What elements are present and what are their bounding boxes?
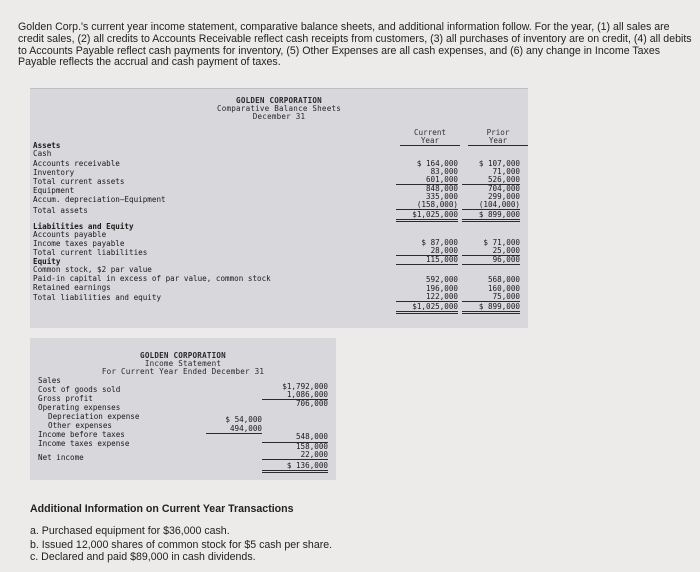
- sales-value: $1,792,000: [282, 382, 328, 391]
- row-prior: (104,000): [462, 201, 520, 210]
- cogs-value: 1,086,000: [262, 391, 328, 400]
- row-prior: $ 71,000: [483, 238, 520, 247]
- row-label: Total current assets: [33, 177, 125, 186]
- row-label: Accounts receivable: [33, 159, 120, 168]
- row-label: Total assets: [33, 206, 88, 215]
- additional-item-b: b. Issued 12,000 shares of common stock for $5 cash per share.: [30, 539, 333, 551]
- row-prior: 75,000: [462, 293, 520, 302]
- sales-label: Sales: [38, 376, 61, 385]
- row-label: Equipment: [33, 186, 75, 195]
- balance-sheet: [30, 88, 528, 328]
- row-prior: $ 899,000: [462, 303, 520, 314]
- row-prior: 71,000: [492, 167, 520, 176]
- depreciation-label: Depreciation expense: [48, 412, 140, 421]
- liabilities-heading: Liabilities and Equity: [33, 222, 134, 231]
- bs-title-company: GOLDEN CORPORATION: [236, 96, 322, 105]
- income-taxes-value: 22,000: [262, 451, 328, 460]
- row-current: 335,000: [425, 192, 458, 201]
- income-before-taxes-value: 158,000: [262, 442, 328, 451]
- row-current: $ 164,000: [416, 159, 458, 168]
- is-title-statement: Income Statement: [144, 359, 222, 368]
- row-label: Cash: [33, 149, 52, 158]
- additional-item-c: c. Declared and paid $89,000 in cash dividends.: [30, 551, 256, 563]
- row-prior: 96,000: [462, 256, 520, 265]
- row-prior: 704,000: [487, 184, 520, 193]
- depreciation-value: $ 54,000: [225, 415, 262, 424]
- income-statement: [30, 338, 336, 480]
- col-current-header-1: Current: [413, 128, 446, 137]
- gross-profit-value: 706,000: [295, 399, 328, 408]
- is-title-company: GOLDEN CORPORATION: [140, 351, 226, 360]
- row-current: 83,000: [430, 167, 458, 176]
- row-current: (158,000): [396, 201, 458, 210]
- row-prior: 25,000: [462, 247, 520, 256]
- intro-paragraph: Golden Corp.'s current year income statement, comparative balance sheets, and additional information follow. For the year, (1) all sales are credit sales, (2) all credits to Accounts Receivable reflect cash receipts from customers, (3) all purchases of inventory are on credit, (4) all debits to Accounts Payable reflect cash payments for inventory, (5) Other Expenses are all cash expenses, and (6) any change in Income Taxes Payable reflects the accrual and cash payment of taxes.: [18, 21, 692, 69]
- row-current: 28,000: [396, 247, 458, 256]
- row-prior: 568,000: [487, 275, 520, 284]
- assets-heading: Assets: [33, 141, 61, 150]
- row-label: Total current liabilities: [33, 248, 148, 257]
- row-current: 848,000: [425, 184, 458, 193]
- row-label: Paid-in capital in excess of par value, common stock: [33, 274, 271, 283]
- row-current: 601,000: [396, 176, 458, 185]
- cogs-label: Cost of goods sold: [38, 385, 121, 394]
- is-title-period: For Current Year Ended December 31: [101, 367, 265, 376]
- row-prior: 160,000: [487, 284, 520, 293]
- row-prior: 299,000: [487, 192, 520, 201]
- row-label: Income taxes payable: [33, 239, 125, 248]
- col-prior-header-2: Year: [468, 137, 528, 146]
- row-current: $ 87,000: [421, 238, 458, 247]
- row-current: 122,000: [396, 293, 458, 302]
- row-label: Accum. depreciation—Equipment: [33, 195, 166, 204]
- other-expenses-label: Other expenses: [48, 421, 113, 430]
- row-label: Total liabilities and equity: [33, 293, 162, 302]
- net-income-value: $ 136,000: [262, 462, 328, 473]
- row-label: Common stock, $2 par value: [33, 265, 152, 274]
- row-prior: $ 899,000: [462, 211, 520, 222]
- row-current: 115,000: [396, 256, 458, 265]
- income-taxes-label: Income taxes expense: [38, 439, 130, 448]
- gross-profit-label: Gross profit: [38, 394, 93, 403]
- row-current: 196,000: [425, 284, 458, 293]
- bs-title-date: December 31: [252, 112, 306, 121]
- additional-info-title: Additional Information on Current Year Transactions: [30, 503, 294, 515]
- row-label: Retained earnings: [33, 283, 111, 292]
- row-prior: 526,000: [462, 176, 520, 185]
- opex-total-value: 548,000: [295, 432, 328, 441]
- opex-label: Operating expenses: [38, 403, 121, 412]
- col-prior-header-1: Prior: [486, 128, 510, 137]
- row-current: $1,025,000: [396, 303, 458, 314]
- other-expenses-value: 494,000: [206, 425, 262, 434]
- row-label: Accounts payable: [33, 230, 107, 239]
- row-current: $1,025,000: [396, 211, 458, 222]
- row-current: 592,000: [425, 275, 458, 284]
- row-prior: $ 107,000: [478, 159, 520, 168]
- bs-title-statement: Comparative Balance Sheets: [216, 104, 342, 113]
- row-label: Inventory: [33, 168, 75, 177]
- equity-heading: Equity: [33, 257, 61, 266]
- net-income-label: Net income: [38, 453, 84, 462]
- additional-item-a: a. Purchased equipment for $36,000 cash.: [30, 525, 230, 537]
- income-before-taxes-label: Income before taxes: [38, 430, 125, 439]
- col-current-header-2: Year: [400, 137, 460, 146]
